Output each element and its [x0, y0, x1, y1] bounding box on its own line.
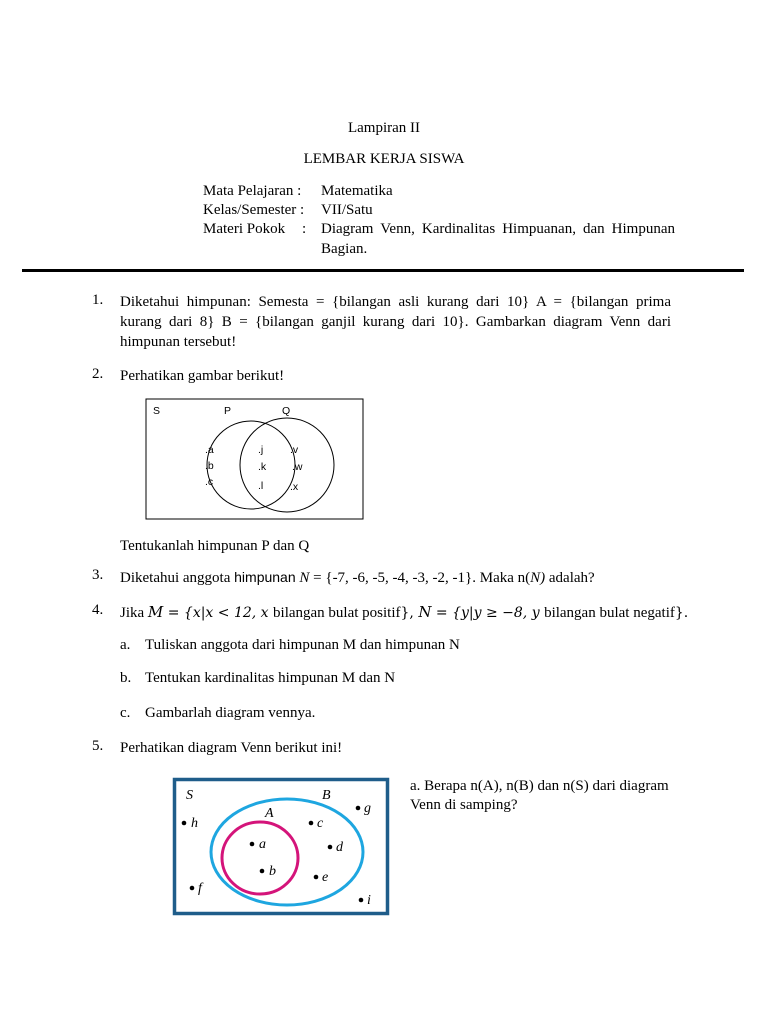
page-title: LEMBAR KERJA SISWA	[303, 151, 465, 167]
point-i-dot	[359, 898, 364, 903]
venn-diagram-pq	[145, 397, 365, 523]
q3-post: adalah?	[545, 570, 595, 586]
q2-text: Perhatikan gambar berikut!	[120, 368, 285, 384]
point-a-dot	[250, 842, 255, 847]
point-b-dot	[260, 869, 265, 874]
q4-n: N	[418, 603, 432, 621]
elem-k: .k	[258, 461, 267, 473]
point-h-dot	[182, 821, 187, 826]
circle-q	[240, 418, 334, 512]
q4-n-text: bilangan bulat negatif	[544, 605, 675, 621]
q1-line1: Diketahui himpunan: Semesta = {bilangan asli kurang dari 10} A = {bilangan prima	[120, 294, 671, 310]
meta-value-subject: Matematika	[321, 183, 393, 199]
q4-number: 4.	[92, 602, 104, 618]
q3-word: himpunan	[234, 569, 296, 585]
q4-n-def: = {y|y ≥ −8, y	[431, 605, 545, 621]
circle-a	[222, 822, 298, 894]
label-b: B	[322, 788, 331, 803]
q5-question-line2: Venn di samping?	[410, 797, 518, 813]
point-c-dot	[309, 821, 314, 826]
q3-pre: Diketahui anggota	[120, 570, 235, 586]
q4b-text: Tentukan kardinalitas himpunan M dan N	[145, 670, 396, 686]
point-f-dot	[190, 886, 195, 891]
elem-x: .x	[290, 481, 299, 493]
q4a-text: Tuliskan anggota dari himpunan M dan himpunan N	[145, 637, 460, 653]
elem-w: .w	[292, 461, 303, 473]
point-e-dot	[314, 875, 319, 880]
q4-m-def: = {x|x < 12, x	[163, 605, 274, 621]
q3-set2: N)	[530, 570, 546, 586]
point-f: f	[198, 881, 202, 896]
elem-l: .l	[258, 480, 264, 492]
elem-b: .b	[205, 460, 214, 472]
point-a: a	[259, 837, 266, 852]
point-d-dot	[328, 845, 333, 850]
q4c-text: Gambarlah diagram vennya.	[145, 705, 316, 721]
point-h: h	[191, 816, 198, 831]
point-c: c	[317, 816, 324, 831]
q2-task: Tentukanlah himpunan P dan Q	[120, 538, 310, 554]
q2-number: 2.	[92, 366, 104, 382]
q3-number: 3.	[92, 567, 104, 583]
meta-value-class: VII/Satu	[321, 202, 373, 218]
q1-line2: kurang dari 8} B = {bilangan ganjil kurang dari 10}. Gambarkan diagram Venn dari	[120, 314, 671, 330]
meta-label-class: Kelas/Semester :	[203, 202, 305, 218]
q3-mid: = {-7, -6, -5, -4, -3, -2, -1}. Maka n(	[309, 570, 531, 586]
universe-box	[146, 399, 363, 519]
venn-diagram-ab	[172, 777, 392, 918]
point-g-dot	[356, 806, 361, 811]
point-i: i	[367, 893, 371, 908]
q4-sep: },	[400, 605, 419, 621]
label-s: S	[186, 788, 193, 803]
elem-j: .j	[258, 444, 264, 456]
q3-text	[120, 567, 595, 588]
label-s: S	[153, 405, 161, 417]
q1-number: 1.	[92, 292, 104, 308]
q4-m: M	[147, 603, 164, 621]
q5-question-line1: a. Berapa n(A), n(B) dan n(S) dari diagram	[410, 778, 669, 794]
elem-a: .a	[205, 444, 214, 456]
q4c-letter: c.	[120, 705, 131, 721]
appendix-label: Lampiran II	[347, 120, 421, 136]
meta-label-subject: Mata Pelajaran :	[203, 183, 302, 199]
q4b-letter: b.	[120, 670, 132, 686]
elem-c: .c	[205, 476, 214, 488]
q3-set: N	[299, 570, 310, 586]
q1-line3: himpunan tersebut!	[120, 334, 237, 350]
point-g: g	[364, 801, 371, 816]
q4-end: }.	[674, 605, 689, 621]
point-e: e	[322, 870, 329, 885]
meta-label-topic: Materi Pokok	[203, 221, 286, 237]
meta-value-topic: Diagram Venn, Kardinalitas Himpuanan, dan Himpunan	[321, 221, 675, 237]
meta-colon-topic: :	[302, 221, 307, 237]
label-a: A	[265, 806, 274, 821]
label-p: P	[224, 405, 232, 417]
q4-text	[120, 602, 688, 623]
label-q: Q	[282, 405, 291, 417]
elem-v: .v	[290, 444, 299, 456]
point-d: d	[336, 840, 343, 855]
q4a-letter: a.	[120, 637, 131, 653]
q5-number: 5.	[92, 738, 104, 754]
q5-text: Perhatikan diagram Venn berikut ini!	[120, 740, 343, 756]
point-b: b	[269, 864, 276, 879]
q4-m-text: bilangan bulat positif	[273, 605, 401, 621]
header-divider	[22, 269, 744, 272]
meta-value-topic-cont: Bagian.	[321, 241, 368, 257]
q4-jika: Jika	[120, 605, 148, 621]
